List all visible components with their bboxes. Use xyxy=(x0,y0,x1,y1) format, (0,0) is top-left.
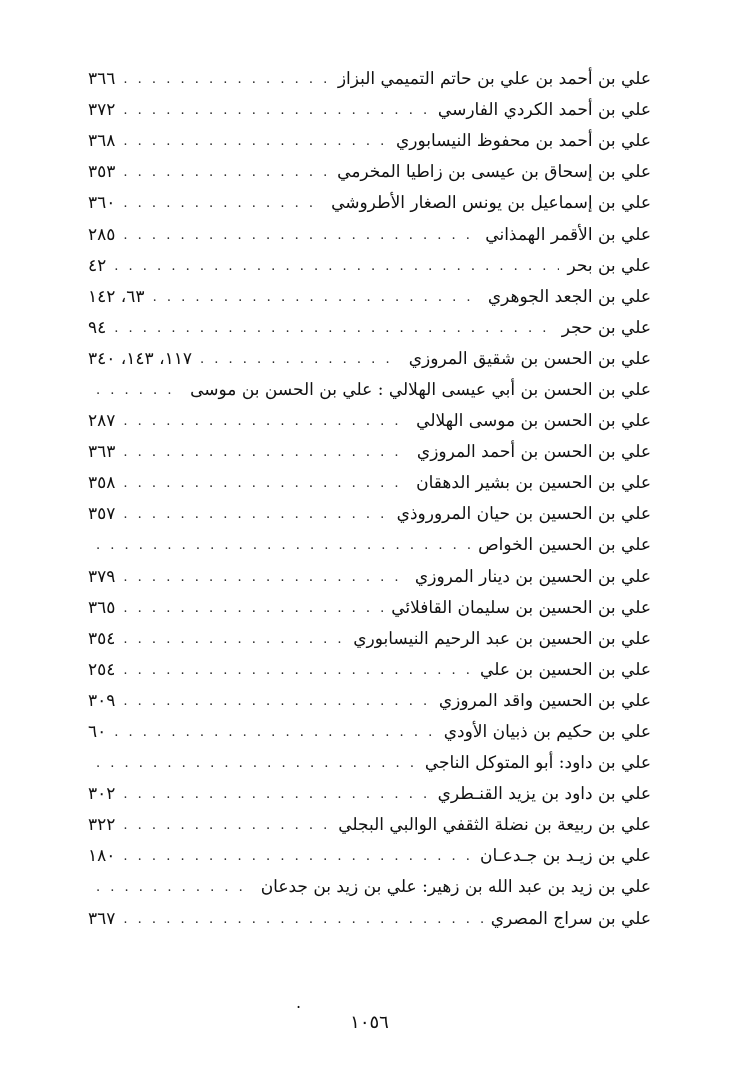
index-entry xyxy=(88,219,651,250)
entry-name: علي بن الحسن بن شقيق المروزي xyxy=(408,348,651,369)
entry-name: علي بن الحسين بن علي xyxy=(480,659,651,680)
leader-dots xyxy=(123,819,330,832)
entry-pages: ٢٥٤ xyxy=(88,659,116,680)
entry-pages: ٣٦٠ xyxy=(88,193,116,214)
page-number: ١٠٥٦ xyxy=(350,1012,389,1033)
entry-pages: ٣٦٥ xyxy=(88,597,116,618)
entry-pages: ٣٧٢ xyxy=(88,100,116,121)
leader-dots xyxy=(123,197,323,210)
index-entry xyxy=(88,126,651,157)
index-entry xyxy=(88,655,651,686)
entry-name: علي بن الحسين الخواص xyxy=(478,535,651,556)
leader-dots xyxy=(96,757,417,770)
entry-name: علي بن الحسين بن بشير الدهقان xyxy=(416,473,651,494)
index-entry xyxy=(88,499,651,530)
entry-name: علي بن الحسين بن حيان المروروذي xyxy=(396,504,651,525)
leader-dots xyxy=(96,384,182,397)
leader-dots xyxy=(200,353,401,366)
index-entry xyxy=(88,779,651,810)
index-entry xyxy=(88,562,651,593)
index-entry xyxy=(88,64,651,95)
entry-pages: ٣٧٩ xyxy=(88,566,116,587)
index-entry xyxy=(88,810,651,841)
index-entry xyxy=(88,188,651,219)
leader-dots xyxy=(123,229,477,242)
leader-dots xyxy=(123,850,472,863)
entry-pages: ٣٥٧ xyxy=(88,504,116,525)
index-entry xyxy=(88,313,651,344)
entry-pages: ٣٥٤ xyxy=(88,628,116,649)
index-entry xyxy=(88,841,651,872)
entry-name: علي بن حجر xyxy=(561,317,651,338)
index-entry xyxy=(88,717,651,748)
entry-pages: ٦٣، ١٤٢ xyxy=(88,286,145,307)
index-entry xyxy=(88,468,651,499)
leader-dots xyxy=(123,104,430,117)
index-entry xyxy=(88,872,651,903)
leader-dots xyxy=(123,477,408,490)
index-entry xyxy=(88,530,651,561)
entry-name: علي بن بحر xyxy=(567,255,651,276)
entry-name: علي بن الحسن بن أحمد المروزي xyxy=(416,442,651,463)
entry-name: علي بن الحسن بن موسى الهلالي xyxy=(416,411,651,432)
index-entry xyxy=(88,375,651,406)
leader-dots xyxy=(123,73,329,86)
index-entry xyxy=(88,344,651,375)
entry-pages: ٤٢ xyxy=(88,255,107,276)
entry-name: علي بن الجعد الجوهري xyxy=(487,286,651,307)
entry-pages: ١٨٠ xyxy=(88,846,116,867)
entry-pages: ٣٦٨ xyxy=(88,131,116,152)
entry-name: علي بن سراج المصري xyxy=(490,908,651,929)
entry-name: علي بن أحمد بن محفوظ النيسابوري xyxy=(395,131,651,152)
leader-dots xyxy=(123,602,383,615)
leader-dots xyxy=(123,446,408,459)
entry-name: علي بن الأقمر الهمذاني xyxy=(485,224,651,245)
entry-pages: ٩٤ xyxy=(88,317,107,338)
leader-dots xyxy=(123,508,388,521)
leader-dots xyxy=(114,322,553,335)
index-entry xyxy=(88,904,651,935)
leader-dots xyxy=(153,291,480,304)
entry-name: علي بن الحسين بن دينار المروزي xyxy=(414,566,651,587)
entry-pages: ٢٨٥ xyxy=(88,224,116,245)
leader-dots xyxy=(123,633,345,646)
entry-pages: ٣٦٧ xyxy=(88,908,116,929)
index-entry xyxy=(88,251,651,282)
index-entry xyxy=(88,437,651,468)
entry-pages: ٦٠ xyxy=(88,722,107,743)
leader-dots xyxy=(123,664,472,677)
entry-pages: ٣٢٢ xyxy=(88,815,116,836)
entry-name: علي بن حكيم بن ذبيان الأودي xyxy=(443,722,651,743)
entry-name: علي بن الحسين واقد المروزي xyxy=(438,690,651,711)
entry-name: علي بن ربيعة بن نضلة الثقفي الوالبي البجلي xyxy=(338,815,651,836)
entry-pages: ٣٥٣ xyxy=(88,162,116,183)
page-dot: . xyxy=(296,993,302,1012)
index-entry xyxy=(88,95,651,126)
entry-name: علي بن أحمد الكردي الفارسي xyxy=(437,100,651,121)
leader-dots xyxy=(96,881,253,894)
entry-name: علي بن زيد بن عبد الله بن زهير: علي بن زيد بن جدعان xyxy=(260,877,651,898)
entry-name: علي بن داود: أبو المتوكل الناجي xyxy=(424,753,651,774)
entry-pages: ٣٦٣ xyxy=(88,442,116,463)
leader-dots xyxy=(123,415,408,428)
index-entry xyxy=(88,686,651,717)
leader-dots xyxy=(123,571,407,584)
entry-name: علي بن الحسين بن عبد الرحيم النيسابوري xyxy=(353,628,651,649)
leader-dots xyxy=(123,135,388,148)
entry-name: علي بن الحسين بن سليمان القافلائي xyxy=(391,597,651,618)
index-entry xyxy=(88,282,651,313)
entry-pages: ٣٦٦ xyxy=(88,69,116,90)
index-entry xyxy=(88,406,651,437)
leader-dots xyxy=(114,726,435,739)
entry-name: علي بن الحسن بن أبي عيسى الهلالي : علي بن الحسن بن موسى xyxy=(190,379,651,400)
entry-pages: ١١٧، ١٤٣، ٣٤٠ xyxy=(88,348,192,369)
entry-name: علي بن زيـد بن جـدعـان xyxy=(480,846,651,867)
index-entry xyxy=(88,593,651,624)
leader-dots xyxy=(123,788,429,801)
leader-dots xyxy=(123,695,430,708)
entry-pages: ٣٠٩ xyxy=(88,690,116,711)
entry-name: علي بن إسحاق بن عيسى بن زاطيا المخرمي xyxy=(337,162,651,183)
entry-name: علي بن أحمد بن علي بن حاتم التميمي البزاز xyxy=(337,69,651,90)
leader-dots xyxy=(123,166,329,179)
entry-name: علي بن إسماعيل بن يونس الصغار الأطروشي xyxy=(331,193,651,214)
entry-pages: ٢٨٧ xyxy=(88,411,116,432)
leader-dots xyxy=(114,260,559,273)
entry-pages: ٣٠٢ xyxy=(88,784,116,805)
leader-dots xyxy=(123,913,482,926)
index-entry xyxy=(88,748,651,779)
index-list xyxy=(88,64,651,935)
entry-name: علي بن داود بن يزيد القنـطري xyxy=(437,784,651,805)
leader-dots xyxy=(96,539,470,552)
index-entry xyxy=(88,157,651,188)
entry-pages: ٣٥٨ xyxy=(88,473,116,494)
index-entry xyxy=(88,624,651,655)
